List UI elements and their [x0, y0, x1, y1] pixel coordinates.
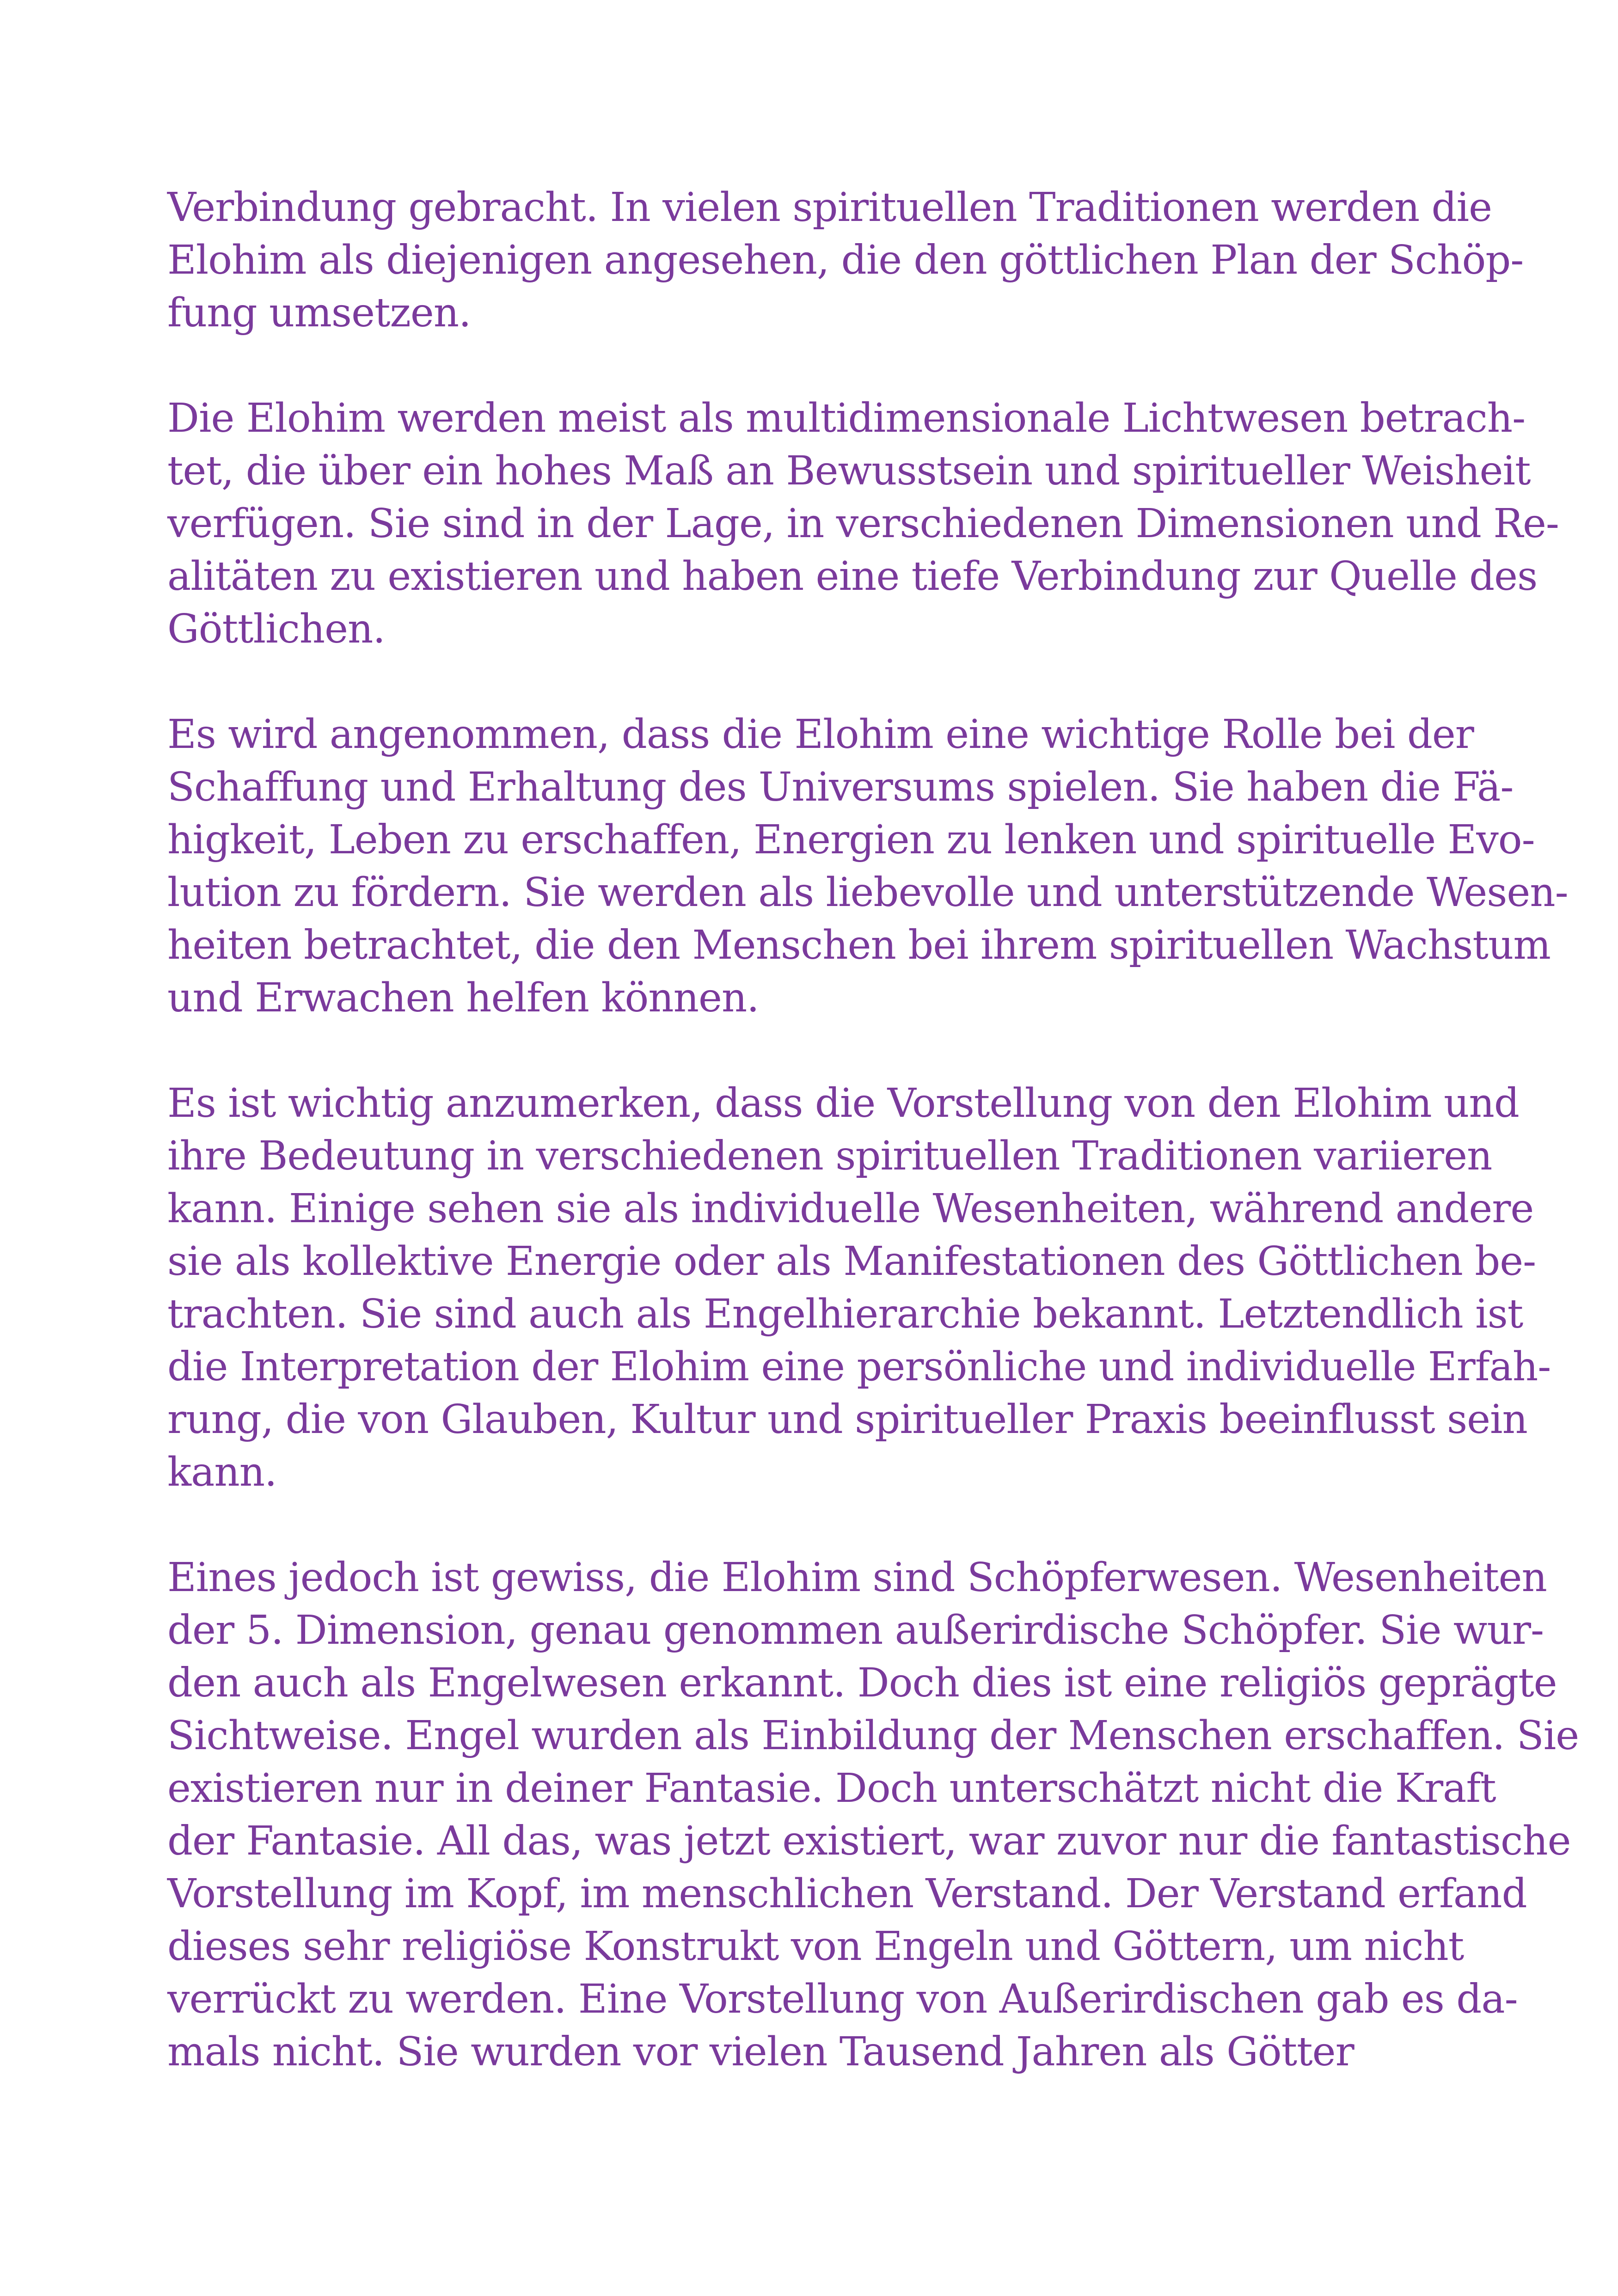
document-page	[167, 181, 1579, 2131]
text-line: Elohim als diejenigen angesehen, die den göttlichen Plan der Schöp-	[167, 237, 1524, 283]
paragraph-4	[167, 1077, 1551, 1499]
text-line: sie als kollektive Energie oder als Manifestationen des Göttlichen be-	[167, 1238, 1536, 1285]
text-line: Schaffung und Erhaltung des Universums spielen. Sie haben die Fä-	[167, 764, 1514, 810]
paragraph-2	[167, 392, 1559, 655]
text-line: und Erwachen helfen können.	[167, 975, 759, 1021]
text-line: kann.	[167, 1449, 277, 1495]
text-line: heiten betrachtet, die den Menschen bei ihrem spirituellen Wachstum	[167, 922, 1551, 968]
text-line: Es ist wichtig anzumerken, dass die Vorstellung von den Elohim und	[167, 1080, 1519, 1127]
text-line: die Interpretation der Elohim eine persönliche und individuelle Erfah-	[167, 1344, 1551, 1390]
text-line: existieren nur in deiner Fantasie. Doch unterschätzt nicht die Kraft	[167, 1765, 1496, 1812]
text-line: rung, die von Glauben, Kultur und spiritueller Praxis beeinflusst sein	[167, 1396, 1527, 1443]
text-line: Verbindung gebracht. In vielen spirituellen Traditionen werden die	[167, 184, 1492, 231]
paragraph-1	[167, 181, 1524, 339]
text-line: verrückt zu werden. Eine Vorstellung von Außerirdischen gab es da-	[167, 1976, 1518, 2022]
text-line: der 5. Dimension, genau genommen außerirdische Schöpfer. Sie wur-	[167, 1607, 1544, 1653]
text-line: den auch als Engelwesen erkannt. Doch dies ist eine religiös geprägte	[167, 1660, 1557, 1706]
text-line: alitäten zu existieren und haben eine tiefe Verbindung zur Quelle des	[167, 553, 1538, 600]
paragraph-5	[167, 1551, 1579, 2078]
text-line: Die Elohim werden meist als multidimensionale Lichtwesen betrach-	[167, 395, 1526, 441]
text-line: tet, die über ein hohes Maß an Bewusstsein und spiritueller Weisheit	[167, 448, 1531, 494]
text-line: kann. Einige sehen sie als individuelle Wesenheiten, während andere	[167, 1186, 1534, 1232]
text-line: higkeit, Leben zu erschaffen, Energien zu lenken und spirituelle Evo-	[167, 817, 1535, 863]
text-line: Vorstellung im Kopf, im menschlichen Verstand. Der Verstand erfand	[167, 1871, 1527, 1917]
text-line: verfügen. Sie sind in der Lage, in verschiedenen Dimensionen und Re-	[167, 501, 1559, 547]
text-line: trachten. Sie sind auch als Engelhierarchie bekannt. Letztendlich ist	[167, 1291, 1523, 1337]
text-line: ihre Bedeutung in verschiedenen spirituellen Traditionen variieren	[167, 1133, 1492, 1179]
text-line: Göttlichen.	[167, 606, 385, 652]
text-line: Es wird angenommen, dass die Elohim eine wichtige Rolle bei der	[167, 711, 1474, 758]
text-line: der Fantasie. All das, was jetzt existiert, war zuvor nur die fantastische	[167, 1818, 1571, 1864]
text-line: mals nicht. Sie wurden vor vielen Tausend Jahren als Götter	[167, 2029, 1354, 2075]
paragraph-3	[167, 708, 1568, 1024]
text-line: lution zu fördern. Sie werden als liebevolle und unterstützende Wesen-	[167, 869, 1568, 916]
text-line: dieses sehr religiöse Konstrukt von Engeln und Göttern, um nicht	[167, 1923, 1464, 1970]
text-line: Sichtweise. Engel wurden als Einbildung der Menschen erschaffen. Sie	[167, 1713, 1579, 1759]
text-line: fung umsetzen.	[167, 290, 471, 336]
text-line: Eines jedoch ist gewiss, die Elohim sind Schöpferwesen. Wesenheiten	[167, 1555, 1547, 1601]
